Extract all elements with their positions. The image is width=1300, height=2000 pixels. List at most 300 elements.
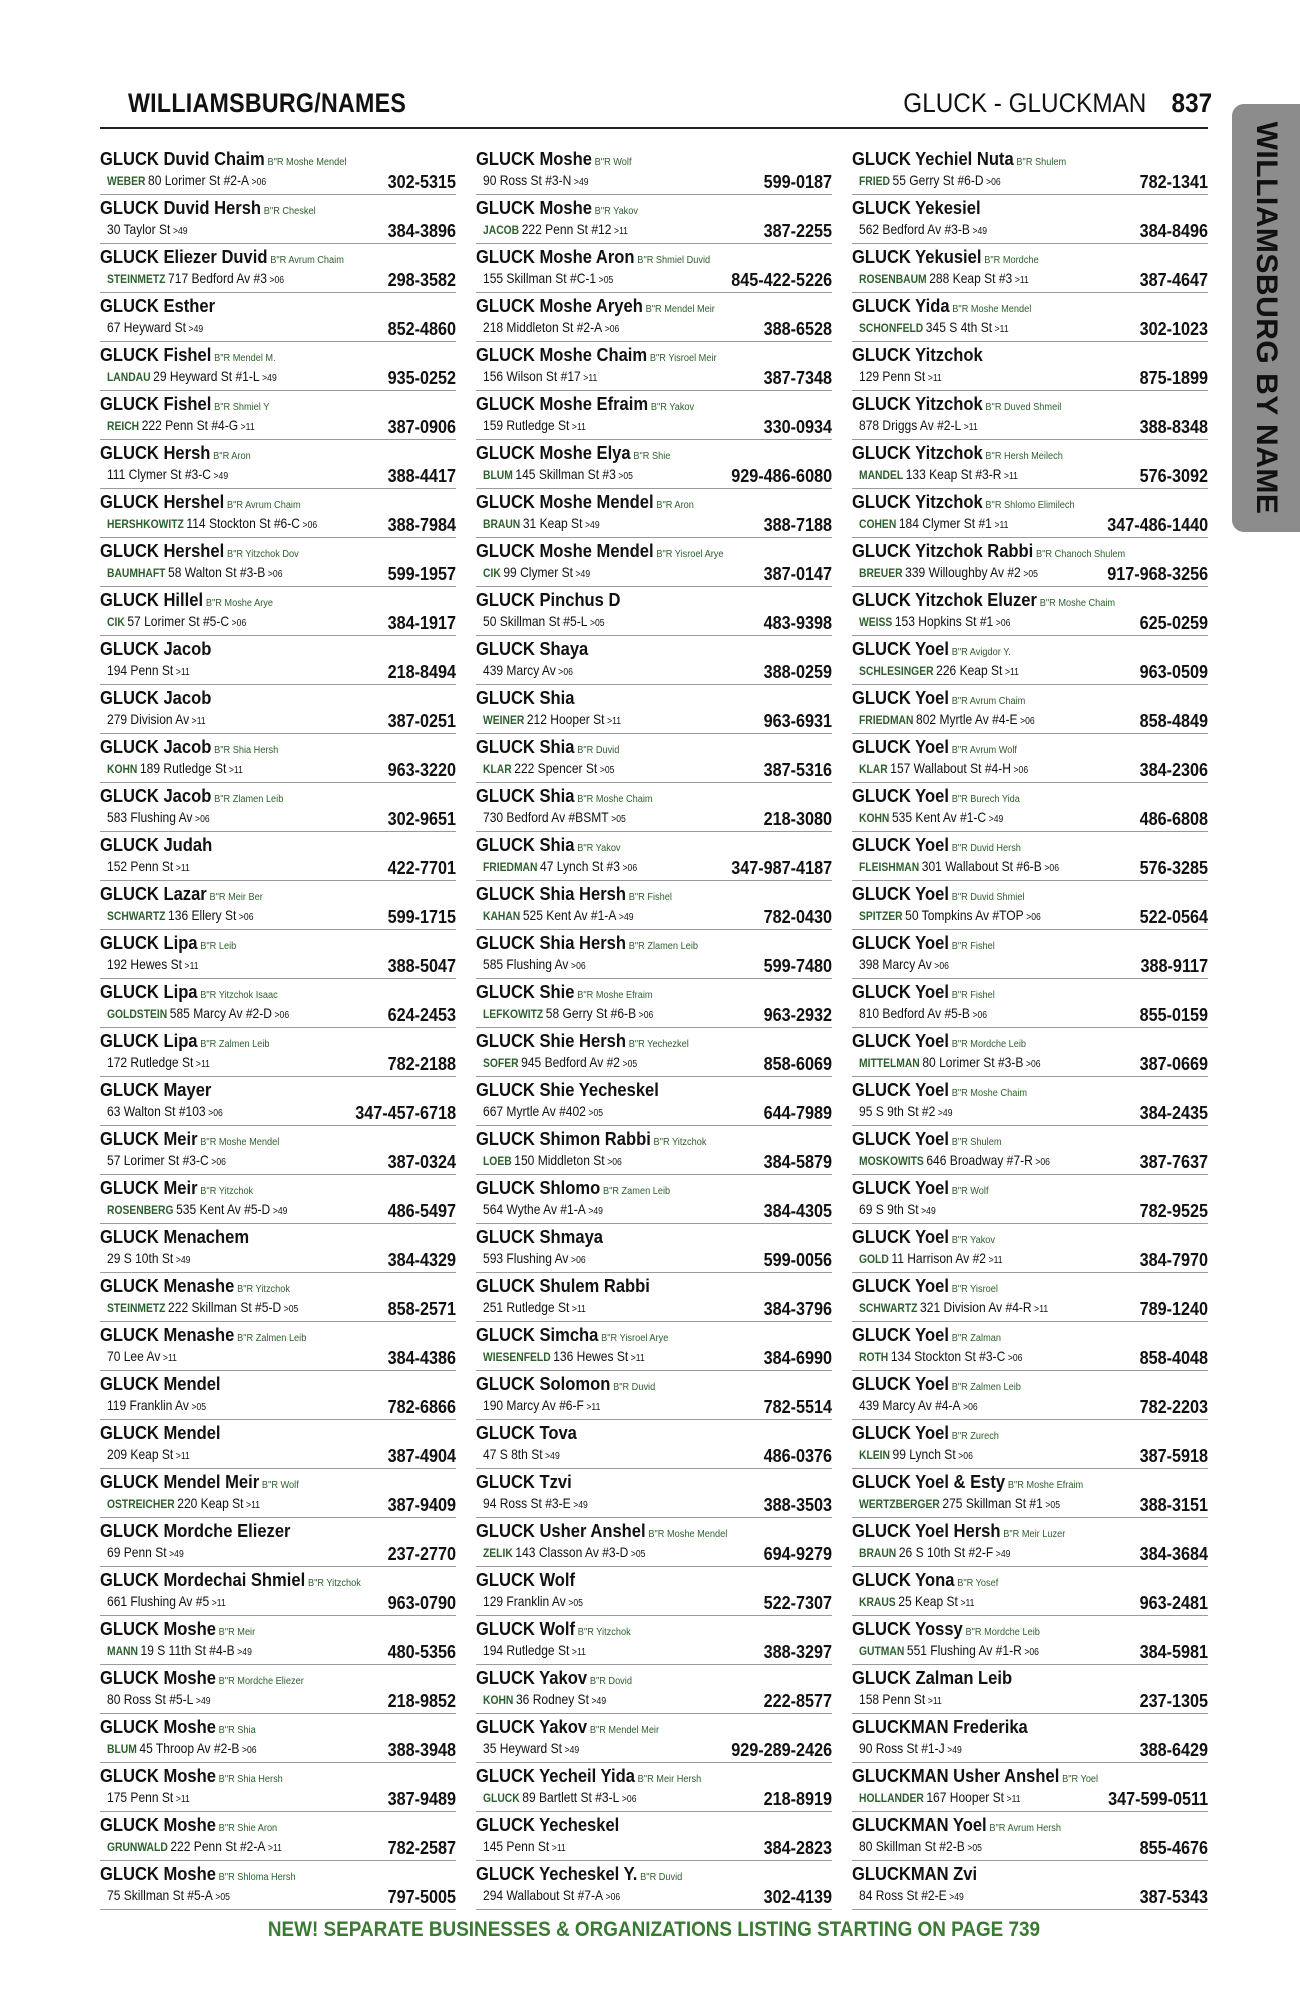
entry-address: 136 Ellery St (168, 907, 237, 923)
entry-patronymic: B"R Moshe Arye (205, 598, 274, 609)
entry-phone: 387-0251 (387, 711, 456, 731)
listing-entry (476, 195, 832, 244)
entry-name: GLUCK Moshe (100, 1815, 216, 1835)
entry-phone: 858-2571 (387, 1299, 456, 1319)
entry-zip-code: >11 (162, 1353, 177, 1364)
entry-name: GLUCK Mendel (100, 1423, 221, 1443)
entry-address-line (859, 1298, 1048, 1319)
entry-address: 119 Franklin Av (107, 1397, 189, 1413)
entry-zip-code: >06 (1024, 1647, 1039, 1658)
entry-name: GLUCK Hershel (100, 492, 225, 512)
entry-address: 157 Wallabout St #4-H (890, 760, 1011, 776)
entry-name: GLUCK Yecheskel (476, 1815, 620, 1835)
entry-name: GLUCK Shie Yecheskel (476, 1080, 659, 1100)
entry-address-line (483, 1837, 566, 1858)
entry-patronymic: B"R Moshe Mendel (648, 1529, 728, 1540)
entry-address: 153 Hopkins St #1 (894, 613, 994, 629)
listing-entry (852, 1175, 1208, 1224)
entry-name: GLUCK Mendel (100, 1374, 221, 1394)
entry-zip-code: >06 (605, 1892, 621, 1903)
entry-address-line (107, 514, 317, 535)
entry-address: 75 Skillman St #5-A (107, 1887, 213, 1903)
entry-phone: 218-9852 (387, 1691, 456, 1711)
entry-patronymic: B"R Moshe Mendel (267, 157, 347, 168)
entry-address-line (859, 465, 1018, 486)
entry-phone: 384-3796 (763, 1299, 832, 1319)
entry-address-line (859, 1690, 942, 1711)
entry-zip-code: >05 (191, 1402, 207, 1413)
entry-name: GLUCK Meir (100, 1129, 198, 1149)
entry-maiden-name: MOSKOWITS (859, 1154, 924, 1168)
entry-name: GLUCK Shimon Rabbi (476, 1129, 651, 1149)
entry-address-line (859, 1641, 1039, 1662)
entry-zip-code: >06 (622, 863, 638, 874)
entry-maiden-name: KRAUS (859, 1595, 896, 1609)
entry-name-line (476, 1569, 575, 1591)
entry-address-line (483, 906, 634, 927)
entry-phone: 789-1240 (1139, 1299, 1208, 1319)
entry-address-line (859, 1837, 982, 1858)
entry-address: 133 Keap St #3-R (905, 466, 1002, 482)
entry-address-line (107, 955, 199, 976)
entry-phone: 347-457-6718 (355, 1103, 456, 1123)
page-header-right (903, 88, 1212, 119)
entry-zip-code: >11 (246, 1500, 261, 1511)
entry-zip-code: >06 (211, 1157, 226, 1168)
entry-address: 80 Lorimer St #2-A (147, 172, 250, 188)
entry-phone: 388-6429 (1139, 1740, 1208, 1760)
entry-address-line (483, 661, 573, 682)
listing-entry (852, 1322, 1208, 1371)
entry-name-line (476, 1814, 619, 1836)
entry-address-line (107, 857, 190, 878)
entry-patronymic: B"R Yakov (577, 843, 621, 854)
entry-address-line (483, 1298, 586, 1319)
entry-zip-code: >11 (586, 1402, 601, 1413)
entry-patronymic: B"R Zalmen Leib (200, 1039, 270, 1050)
listing-entry (100, 1371, 456, 1420)
entry-address: 564 Wythe Av #1-A (483, 1201, 586, 1217)
entry-address: 398 Marcy Av (859, 956, 932, 972)
entry-phone: 388-4417 (387, 466, 456, 486)
entry-address-line (483, 1739, 579, 1760)
entry-zip-code: >11 (630, 1353, 645, 1364)
entry-patronymic: B"R Meir Ber (209, 892, 263, 903)
entry-zip-code: >06 (607, 1157, 622, 1168)
entry-phone: 218-8919 (763, 1789, 832, 1809)
entry-address: 129 Penn St (859, 368, 926, 384)
entry-maiden-name: KOHN (483, 1693, 514, 1707)
entry-patronymic: B"R Burech Yida (951, 794, 1020, 805)
entry-address: 525 Kent Av #1-A (522, 907, 617, 923)
entry-patronymic: B"R Shie Aron (218, 1823, 278, 1834)
entry-phone: 858-6069 (763, 1054, 832, 1074)
entry-address: 25 Keap St (898, 1593, 958, 1609)
entry-zip-code: >49 (564, 1745, 580, 1756)
listing-entry (100, 195, 456, 244)
side-tab-label: WILLIAMSBURG BY NAME (1250, 121, 1283, 515)
entry-name: GLUCK Shia (476, 688, 575, 708)
entry-phone: 599-1957 (387, 564, 456, 584)
entry-name: GLUCK Yoel (852, 884, 949, 904)
listing-entry (852, 1861, 1208, 1910)
listing-entry (100, 342, 456, 391)
entry-patronymic: B"R Aron (656, 500, 694, 511)
entry-name: GLUCK Yoel (852, 1080, 949, 1100)
entry-address-line (107, 1739, 257, 1760)
entry-phone: 963-2932 (763, 1005, 832, 1025)
entry-patronymic: B"R Moshe Efraim (1007, 1480, 1084, 1491)
entry-phone: 388-6528 (763, 319, 832, 339)
entry-address: 50 Skillman St #5-L (483, 613, 588, 629)
listing-entry (100, 1028, 456, 1077)
entry-name: GLUCK Moshe Mendel (476, 541, 654, 561)
entry-phone: 218-8494 (387, 662, 456, 682)
entry-address-line (107, 710, 206, 731)
entry-phone: 576-3285 (1139, 858, 1208, 878)
entry-phone: 387-0669 (1139, 1054, 1208, 1074)
entry-name: GLUCK Menashe (100, 1325, 235, 1345)
entry-name: GLUCK Shlomo (476, 1178, 601, 1198)
entry-address-line (107, 1151, 226, 1172)
entry-phone: 599-7480 (763, 956, 832, 976)
entry-name: GLUCK Wolf (476, 1619, 576, 1639)
entry-address-line (483, 1886, 620, 1907)
entry-phone: 694-9279 (763, 1544, 832, 1564)
entry-address: 194 Rutledge St (483, 1642, 570, 1658)
listing-entry (100, 930, 456, 979)
entry-name-line (476, 589, 620, 611)
entry-address: 222 Penn St #2-A (170, 1838, 266, 1854)
entry-maiden-name: SCHONFELD (859, 321, 924, 335)
entry-name-line (852, 344, 983, 366)
entry-patronymic: B"R Wolf (261, 1480, 299, 1491)
entry-address: 226 Keap St (936, 662, 1003, 678)
entry-name: GLUCK Yoel (852, 1178, 949, 1198)
listing-entry (852, 293, 1208, 342)
entry-maiden-name: HOLLANDER (859, 1791, 924, 1805)
listing-entry (852, 440, 1208, 489)
entry-address-line (483, 171, 589, 192)
entry-address: 57 Lorimer St #3-C (107, 1152, 209, 1168)
entry-maiden-name: BRAUN (483, 517, 521, 531)
entry-address: 35 Heyward St (483, 1740, 562, 1756)
entry-zip-code: >05 (599, 765, 615, 776)
entry-zip-code: >49 (175, 1255, 191, 1266)
entry-address: 251 Rutledge St (483, 1299, 570, 1315)
entry-phone: 929-486-6080 (731, 466, 832, 486)
entry-name: GLUCK Hershel (100, 541, 225, 561)
entry-name: GLUCK Yoel (852, 639, 949, 659)
entry-zip-code: >11 (571, 1304, 586, 1315)
entry-name: GLUCK Yoel (852, 1423, 949, 1443)
entry-name: GLUCK Yoel (852, 1374, 949, 1394)
entry-phone: 387-4647 (1139, 270, 1208, 290)
entry-address-line (107, 1641, 252, 1662)
entry-phone: 388-5047 (387, 956, 456, 976)
entry-address: 114 Stockton St #6-C (186, 515, 300, 531)
listing-entry (100, 146, 456, 195)
entry-phone: 387-7348 (763, 368, 832, 388)
entry-zip-code: >11 (240, 422, 255, 433)
entry-name: GLUCK Shia (476, 737, 575, 757)
entry-patronymic: B"R Mendel M. (214, 353, 276, 364)
entry-zip-code: >06 (963, 1402, 978, 1413)
listing-entry (476, 1224, 832, 1273)
entry-name: GLUCK Simcha (476, 1325, 599, 1345)
entry-name: GLUCK Zalman Leib (852, 1668, 1013, 1688)
listing-columns (100, 146, 1208, 1908)
header-rule (100, 127, 1208, 129)
entry-name: GLUCK Yona (852, 1570, 955, 1590)
entry-address-line (107, 220, 188, 241)
entry-name: GLUCK Fishel (100, 345, 212, 365)
entry-phone: 384-4329 (387, 1250, 456, 1270)
entry-maiden-name: FRIEDMAN (859, 713, 914, 727)
entry-address: 136 Hewes St (553, 1348, 629, 1364)
listing-entry (100, 244, 456, 293)
entry-address: 26 S 10th St #2-F (898, 1544, 994, 1560)
listing-entry (852, 538, 1208, 587)
entry-name: GLUCK Yida (852, 296, 950, 316)
entry-address-line (859, 1151, 1050, 1172)
section-title: WILLIAMSBURG/NAMES (128, 88, 407, 118)
entry-address-line (107, 1298, 298, 1319)
listing-entry (476, 1567, 832, 1616)
entry-name: GLUCK Jacob (100, 688, 212, 708)
entry-patronymic: B"R Zalman (951, 1333, 1001, 1344)
entry-zip-code: >11 (175, 863, 190, 874)
entry-zip-code: >11 (1006, 1794, 1021, 1805)
entry-phone: 302-5315 (387, 172, 456, 192)
entry-zip-code: >11 (267, 1843, 282, 1854)
listing-entry (100, 1567, 456, 1616)
entry-zip-code: >05 (622, 1059, 638, 1070)
entry-address-line (107, 1347, 177, 1368)
entry-phone: 858-4849 (1139, 711, 1208, 731)
entry-patronymic: B"R Zurech (951, 1431, 999, 1442)
entry-name: GLUCK Yoel (852, 737, 949, 757)
entry-zip-code: >49 (573, 177, 589, 188)
entry-address-line (859, 269, 1029, 290)
listing-entry (852, 1763, 1208, 1812)
entry-address: 802 Myrtle Av #4-E (916, 711, 1018, 727)
entry-patronymic: B"R Zamen Leib (602, 1186, 671, 1197)
entry-zip-code: >49 (588, 1206, 603, 1217)
entry-patronymic: B"R Mordche Leib (965, 1627, 1040, 1638)
entry-zip-code: >05 (589, 618, 605, 629)
entry-name: GLUCK Tova (476, 1423, 577, 1443)
listing-entry (852, 1077, 1208, 1126)
entry-zip-code: >06 (571, 1255, 586, 1266)
entry-name: GLUCK Shia Hersh (476, 884, 626, 904)
entry-name: GLUCK Meir (100, 1178, 198, 1198)
entry-address: 159 Rutledge St (483, 417, 570, 433)
entry-address-line (859, 563, 1038, 584)
entry-address: 80 Ross St #5-L (107, 1691, 194, 1707)
entry-patronymic: B"R Yosef (957, 1578, 999, 1589)
entry-zip-code: >11 (175, 1794, 190, 1805)
listing-entry (476, 391, 832, 440)
entry-phone: 298-3582 (387, 270, 456, 290)
listing-entry (852, 1126, 1208, 1175)
entry-name: GLUCK Menashe (100, 1276, 235, 1296)
entry-patronymic: B"R Shmiel Duvid (637, 255, 711, 266)
entry-zip-code: >49 (921, 1206, 936, 1217)
entry-name: GLUCK Yoel (852, 982, 949, 1002)
entry-patronymic: B"R Duvid Hersh (951, 843, 1021, 854)
entry-name: GLUCK Eliezer Duvid (100, 247, 268, 267)
entry-name: GLUCK Moshe Chaim (476, 345, 648, 365)
entry-address-line (859, 1886, 964, 1907)
entry-phone: 855-4676 (1139, 1838, 1208, 1858)
listing-entry (476, 1420, 832, 1469)
entry-phone: 963-6931 (763, 711, 832, 731)
entry-address-line (483, 1249, 586, 1270)
listing-entry (476, 979, 832, 1028)
entry-name: GLUCK Yoel (852, 1325, 949, 1345)
entry-name: GLUCK Moshe (476, 149, 592, 169)
entry-patronymic: B"R Shie (633, 451, 671, 462)
entry-name: GLUCK Duvid Chaim (100, 149, 265, 169)
entry-address-line (107, 1592, 226, 1613)
entry-address-line (107, 1445, 190, 1466)
entry-address-line (859, 612, 1010, 633)
entry-name: GLUCK Esther (100, 296, 216, 316)
entry-name-line (100, 687, 211, 709)
entry-zip-code: >06 (269, 275, 285, 286)
entry-phone: 384-3896 (387, 221, 456, 241)
entry-address: 143 Classon Av #3-D (515, 1544, 629, 1560)
entry-maiden-name: KLAR (483, 762, 512, 776)
listing-entry (100, 293, 456, 342)
listing-entry (852, 587, 1208, 636)
entry-zip-code: >11 (583, 373, 598, 384)
entry-address: 155 Skillman St #C-1 (483, 270, 597, 286)
entry-phone: 599-1715 (387, 907, 456, 927)
entry-phone: 624-2453 (387, 1005, 456, 1025)
entry-address-line (859, 171, 1001, 192)
entry-phone: 384-6990 (763, 1348, 832, 1368)
entry-name-line (476, 687, 574, 709)
entry-address: 145 Skillman St #3 (515, 466, 616, 482)
entry-zip-code: >49 (995, 1549, 1011, 1560)
entry-address-line (483, 1053, 637, 1074)
entry-name-line (100, 1520, 290, 1542)
entry-maiden-name: KOHN (107, 762, 138, 776)
listing-entry (100, 1714, 456, 1763)
entry-address-line (107, 1396, 206, 1417)
entry-patronymic: B"R Wolf (951, 1186, 989, 1197)
entry-name: GLUCK Moshe (100, 1766, 216, 1786)
entry-address: 593 Flushing Av (483, 1250, 569, 1266)
listing-entry (476, 1861, 832, 1910)
entry-maiden-name: CIK (483, 566, 501, 580)
entry-zip-code: >05 (1023, 569, 1038, 580)
entry-address-line (107, 1004, 289, 1025)
entry-phone: 875-1899 (1139, 368, 1208, 388)
entry-zip-code: >06 (208, 1108, 223, 1119)
entry-name: GLUCK Yoel (852, 1227, 949, 1247)
listing-entry (100, 1126, 456, 1175)
entry-address: 57 Lorimer St #5-C (127, 613, 230, 629)
entry-zip-code: >06 (934, 961, 949, 972)
entry-phone: 387-9489 (387, 1789, 456, 1809)
listing-entry (476, 1028, 832, 1077)
entry-phone: 644-7989 (763, 1103, 832, 1123)
entry-zip-code: >06 (1013, 765, 1029, 776)
entry-address: 220 Keap St (177, 1495, 244, 1511)
entry-patronymic: B"R Shloma Hersh (218, 1872, 296, 1883)
entry-patronymic: B"R Meir Luzer (1003, 1529, 1066, 1540)
entry-name: GLUCK Yekesiel (852, 198, 981, 218)
listing-entry (852, 1028, 1208, 1077)
entry-zip-code: >11 (994, 520, 1009, 531)
entry-address-line (107, 1494, 260, 1515)
listing-entry (100, 685, 456, 734)
entry-name: GLUCK Jacob (100, 737, 212, 757)
entry-phone: 237-2770 (387, 1544, 456, 1564)
listing-entry (852, 244, 1208, 293)
entry-patronymic: B"R Mendel Meir (645, 304, 715, 315)
entry-maiden-name: WEISS (859, 615, 893, 629)
entry-maiden-name: ROSENBERG (107, 1203, 174, 1217)
entry-zip-code: >06 (1025, 1059, 1041, 1070)
entry-address-line (107, 1200, 287, 1221)
entry-phone: 384-1917 (387, 613, 456, 633)
entry-name: GLUCK Yitzchok (852, 345, 983, 365)
entry-phone: 384-2823 (763, 1838, 832, 1858)
entry-name: GLUCK Shia (476, 786, 575, 806)
entry-patronymic: B"R Yisroel (951, 1284, 998, 1295)
listing-entry (476, 685, 832, 734)
entry-zip-code: >11 (988, 1255, 1003, 1266)
entry-zip-code: >06 (986, 177, 1001, 188)
listing-entry (100, 1420, 456, 1469)
entry-address-line (859, 759, 1028, 780)
entry-phone: 782-6866 (387, 1397, 456, 1417)
listing-entry (852, 979, 1208, 1028)
entry-maiden-name: SCHWARTZ (107, 909, 166, 923)
entry-phone: 480-5356 (387, 1642, 456, 1662)
entry-phone: 387-5343 (1139, 1887, 1208, 1907)
entry-zip-code: >49 (591, 1696, 607, 1707)
entry-phone: 388-3948 (387, 1740, 456, 1760)
entry-address: 167 Hooper St (926, 1789, 1005, 1805)
entry-zip-code: >05 (630, 1549, 646, 1560)
entry-patronymic: B"R Moshe Chaim (1039, 598, 1116, 609)
entry-name: GLUCK Lazar (100, 884, 207, 904)
entry-maiden-name: ROTH (859, 1350, 889, 1364)
entry-name: GLUCK Yoel (852, 786, 949, 806)
entry-patronymic: B"R Moshe Chaim (577, 794, 653, 805)
entry-address: 562 Bedford Av #3-B (859, 221, 970, 237)
entry-zip-code: >06 (995, 618, 1011, 629)
entry-name: GLUCK Moshe Aryeh (476, 296, 643, 316)
entry-address: 222 Penn St #4-G (141, 417, 239, 433)
entry-zip-code: >06 (1026, 912, 1041, 923)
entry-maiden-name: ROSENBAUM (859, 272, 927, 286)
entry-zip-code: >05 (1045, 1500, 1060, 1511)
entry-name: GLUCK Lipa (100, 982, 198, 1002)
entry-name: GLUCK Mordechai Shmiel (100, 1570, 306, 1590)
entry-name-line (100, 834, 212, 856)
entry-maiden-name: COHEN (859, 517, 897, 531)
entry-phone: 855-0159 (1139, 1005, 1208, 1025)
entry-phone: 388-7188 (763, 515, 832, 535)
entry-name: GLUCK Yitzchok (852, 443, 983, 463)
entry-phone: 599-0187 (763, 172, 832, 192)
